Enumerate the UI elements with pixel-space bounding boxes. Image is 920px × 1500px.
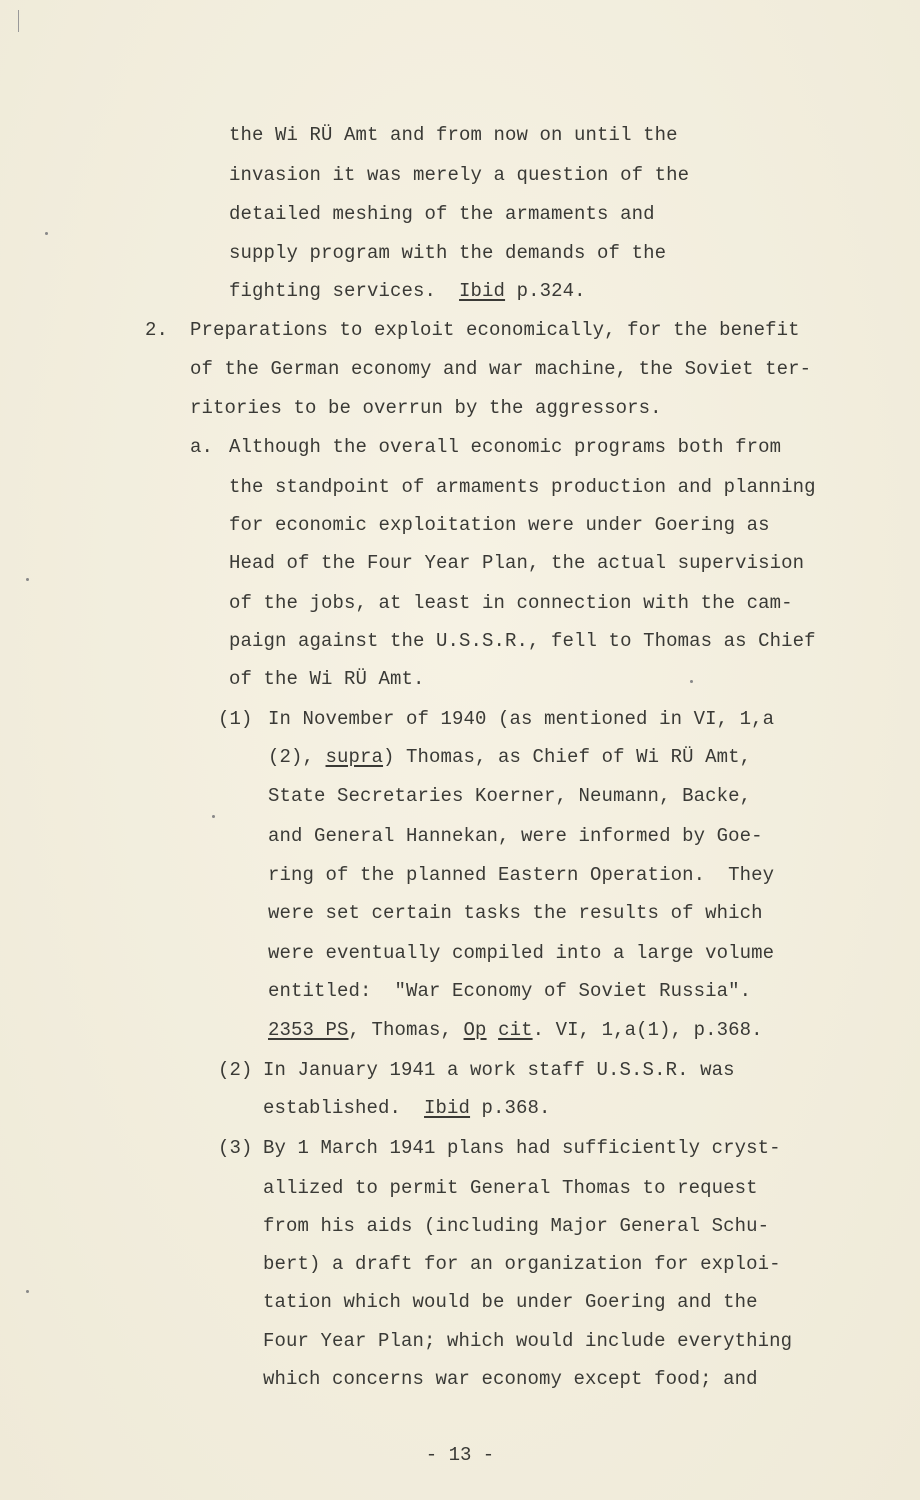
text-segment: Four Year Plan; which would include everything bbox=[263, 1330, 793, 1352]
text-line bbox=[190, 436, 213, 458]
text-segment: (2) bbox=[218, 1059, 253, 1081]
underlined-citation: Ibid bbox=[424, 1097, 471, 1119]
text-segment: allized to permit General Thomas to request bbox=[263, 1177, 758, 1199]
margin-speck bbox=[26, 578, 29, 581]
text-line bbox=[229, 124, 678, 146]
text-segment: ritories to be overrun by the aggressors. bbox=[190, 397, 662, 419]
text-line bbox=[229, 630, 816, 652]
text-segment: ring of the planned Eastern Operation. They bbox=[268, 864, 775, 886]
text-line bbox=[190, 319, 800, 341]
text-segment bbox=[487, 1019, 499, 1041]
margin-speck bbox=[212, 815, 215, 818]
text-line bbox=[268, 980, 751, 1002]
text-segment: paign against the U.S.S.R., fell to Thomas as Chief bbox=[229, 630, 816, 652]
text-segment: for economic exploitation were under Goering as bbox=[229, 514, 770, 536]
text-line bbox=[190, 358, 811, 380]
underlined-citation: supra bbox=[325, 746, 384, 768]
text-line bbox=[229, 280, 586, 302]
text-segment: were set certain tasks the results of which bbox=[268, 902, 763, 924]
text-segment: (3) bbox=[218, 1137, 253, 1159]
text-line bbox=[263, 1253, 781, 1275]
text-segment: supply program with the demands of the bbox=[229, 242, 667, 264]
text-segment: established. bbox=[263, 1097, 425, 1119]
text-segment: a. bbox=[190, 436, 214, 458]
text-line bbox=[229, 476, 816, 498]
text-line bbox=[268, 864, 774, 886]
text-segment: and General Hannekan, were informed by Goe- bbox=[268, 825, 763, 847]
text-line bbox=[263, 1291, 758, 1313]
text-segment: Although the overall economic programs both from bbox=[229, 436, 782, 458]
text-segment: 2. bbox=[145, 319, 169, 341]
text-line bbox=[218, 1059, 253, 1081]
text-segment: (2), bbox=[268, 746, 326, 768]
text-segment: fighting services. bbox=[229, 280, 460, 302]
text-line bbox=[229, 242, 666, 264]
text-line bbox=[218, 708, 253, 730]
text-segment: p.368. bbox=[470, 1097, 551, 1119]
text-segment: Preparations to exploit economically, for the benefit bbox=[190, 319, 800, 341]
margin-speck bbox=[26, 1290, 29, 1293]
text-segment: In January 1941 a work staff U.S.S.R. was bbox=[263, 1059, 735, 1081]
text-line bbox=[268, 708, 774, 730]
text-line bbox=[268, 746, 751, 768]
text-line bbox=[263, 1059, 735, 1081]
text-segment: bert) a draft for an organization for exploi- bbox=[263, 1253, 781, 1275]
text-segment: from his aids (including Major General Schu- bbox=[263, 1215, 770, 1237]
text-line bbox=[229, 552, 804, 574]
text-line bbox=[268, 942, 774, 964]
text-line bbox=[229, 514, 770, 536]
text-line bbox=[229, 592, 793, 614]
text-segment: By 1 March 1941 plans had sufficiently cryst- bbox=[263, 1137, 781, 1159]
text-line bbox=[229, 203, 655, 225]
text-segment: detailed meshing of the armaments and bbox=[229, 203, 655, 225]
text-line bbox=[268, 902, 763, 924]
text-segment: tation which would be under Goering and the bbox=[263, 1291, 758, 1313]
text-segment: entitled: "War Economy of Soviet Russia". bbox=[268, 980, 752, 1002]
text-segment: In November of 1940 (as mentioned in VI, 1,a bbox=[268, 708, 775, 730]
underlined-citation: cit bbox=[498, 1019, 533, 1041]
text-line bbox=[263, 1215, 769, 1237]
text-line bbox=[190, 397, 662, 419]
text-segment: which concerns war economy except food; and bbox=[263, 1368, 758, 1390]
text-line bbox=[229, 164, 689, 186]
text-line bbox=[263, 1368, 758, 1390]
text-segment: . VI, 1,a(1), p.368. bbox=[532, 1019, 763, 1041]
text-segment: invasion it was merely a question of the bbox=[229, 164, 690, 186]
text-line bbox=[263, 1097, 551, 1119]
text-line bbox=[218, 1137, 253, 1159]
text-segment: of the jobs, at least in connection with the cam- bbox=[229, 592, 793, 614]
margin-mark bbox=[18, 10, 19, 32]
text-line bbox=[145, 319, 168, 341]
text-segment: ) Thomas, as Chief of Wi RÜ Amt, bbox=[383, 746, 752, 768]
underlined-citation: Op bbox=[463, 1019, 487, 1041]
text-line bbox=[263, 1177, 758, 1199]
text-line bbox=[268, 825, 763, 847]
text-line bbox=[229, 436, 781, 458]
text-segment: , Thomas, bbox=[348, 1019, 464, 1041]
text-segment: p.324. bbox=[505, 280, 586, 302]
text-segment: were eventually compiled into a large volume bbox=[268, 942, 775, 964]
text-segment: of the Wi RÜ Amt. bbox=[229, 668, 425, 690]
text-segment: State Secretaries Koerner, Neumann, Backe, bbox=[268, 785, 752, 807]
text-line bbox=[229, 668, 425, 690]
underlined-citation: 2353 PS bbox=[268, 1019, 349, 1041]
text-segment: of the German economy and war machine, the Soviet ter- bbox=[190, 358, 812, 380]
margin-speck bbox=[45, 232, 48, 235]
text-line bbox=[263, 1137, 781, 1159]
text-segment: the Wi RÜ Amt and from now on until the bbox=[229, 124, 678, 146]
text-line bbox=[268, 1019, 763, 1041]
text-segment: the standpoint of armaments production and planning bbox=[229, 476, 816, 498]
text-line bbox=[263, 1330, 792, 1352]
text-segment: Head of the Four Year Plan, the actual supervision bbox=[229, 552, 805, 574]
page-number: - 13 - bbox=[425, 1444, 495, 1466]
underlined-citation: Ibid bbox=[459, 280, 506, 302]
text-segment: (1) bbox=[218, 708, 253, 730]
text-line bbox=[268, 785, 751, 807]
margin-speck bbox=[690, 680, 693, 683]
